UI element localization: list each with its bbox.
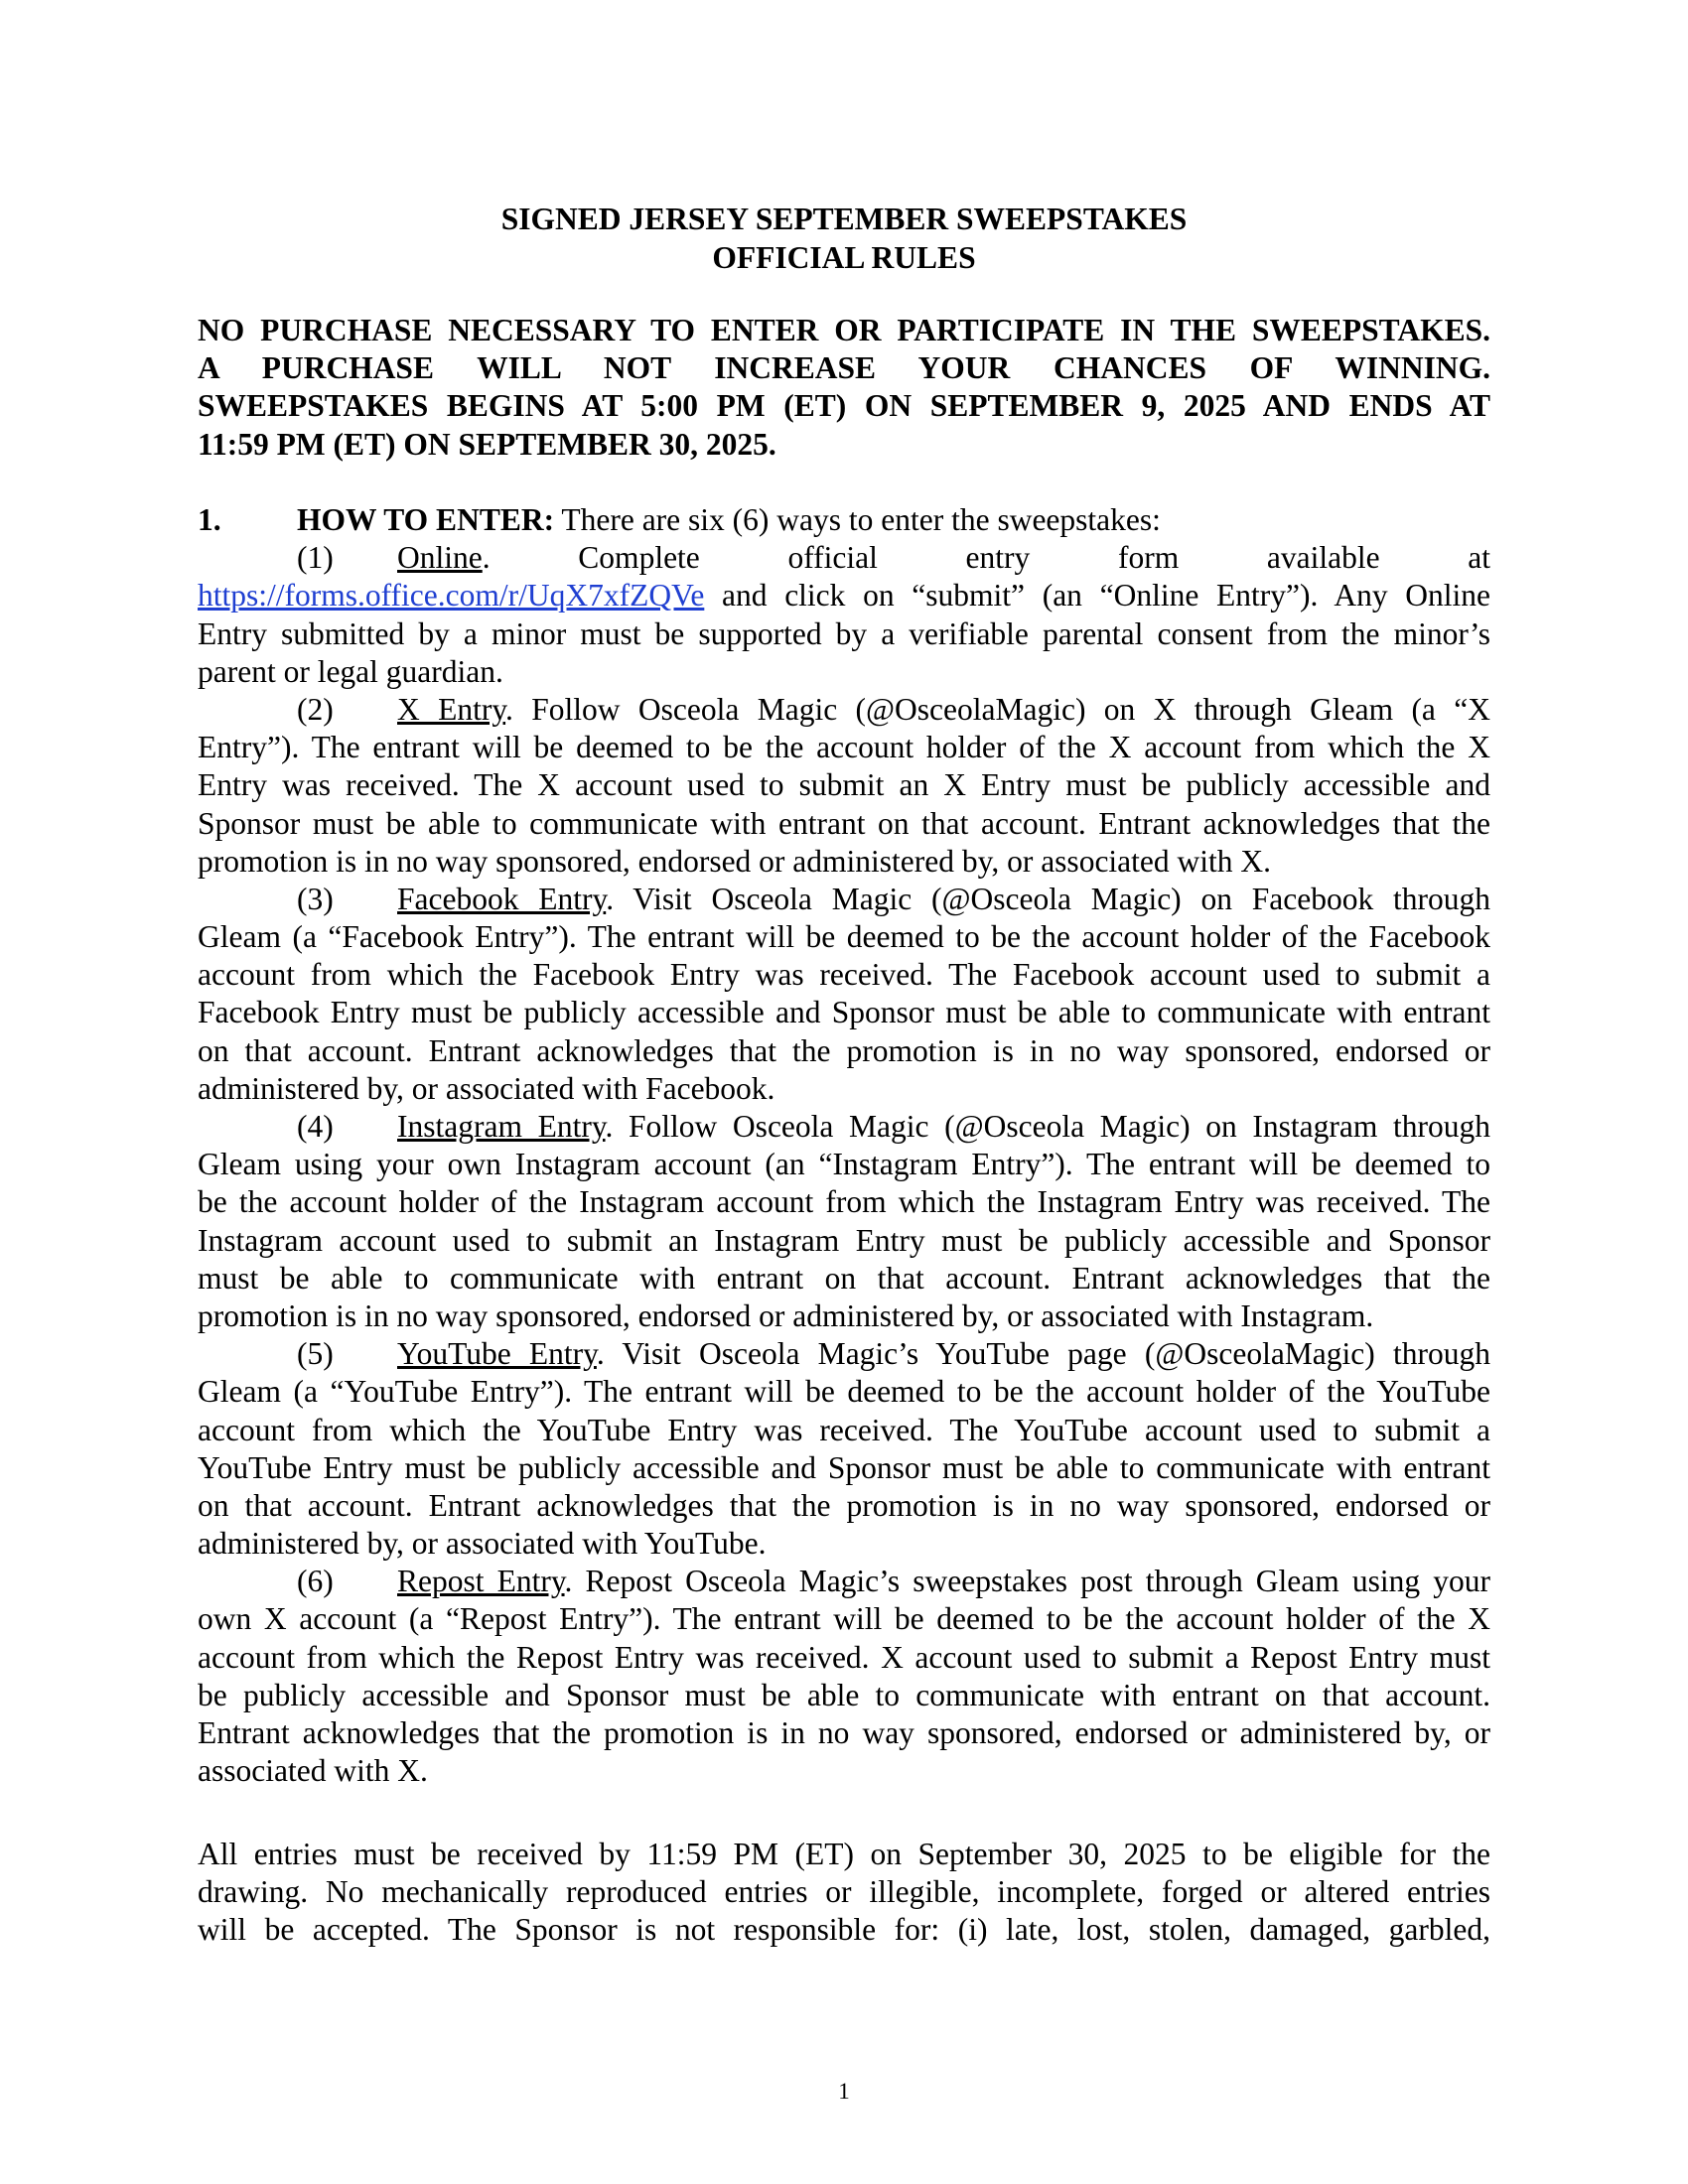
entry-x: [198, 691, 1490, 881]
section-heading: [198, 501, 1490, 539]
entry-line: be the account holder of the Instagram account from which the Instagram Entry was received. The: [198, 1184, 1490, 1220]
entry-line: Entry was received. The X account used to submit an X Entry must be publicly accessible and: [198, 767, 1490, 803]
section-how-to-enter: [198, 501, 1490, 1790]
entry-line: own X account (a “Repost Entry”). The entrant will be deemed to be the account holder of the X: [198, 1601, 1490, 1637]
entry-line: account from which the YouTube Entry was received. The YouTube account used to submit a: [198, 1412, 1490, 1447]
entry-name: Facebook Entry: [397, 881, 607, 916]
entry-line: Gleam (a “YouTube Entry”). The entrant will be deemed to be the account holder of the YouTube: [198, 1374, 1490, 1410]
closing-line: drawing. No mechanically reproduced entries or illegible, incomplete, forged or altered entries: [198, 1874, 1490, 1910]
entry-name: Repost Entry: [397, 1564, 565, 1599]
entry-text: . Repost Osceola Magic’s sweepstakes post through Gleam using your: [564, 1564, 1490, 1599]
document-page: [198, 0, 1490, 2184]
entry-line: parent or legal guardian.: [198, 653, 503, 689]
title-line-1: SIGNED JERSEY SEPTEMBER SWEEPSTAKES: [500, 202, 1188, 236]
entry-line: be publicly accessible and Sponsor must be able to communicate with entrant on that account.: [198, 1677, 1490, 1712]
entry-line: Sponsor must be able to communicate with entrant on that account. Entrant acknowledges that the: [198, 805, 1490, 841]
entry-line: [198, 539, 1490, 577]
entry-text: . Complete official entry form available at: [482, 540, 1490, 576]
entry-line: YouTube Entry must be publicly accessible and Sponsor must be able to communicate with entrant: [198, 1449, 1490, 1485]
entry-name: Instagram Entry: [397, 1109, 606, 1144]
entry-number: (4): [297, 1109, 334, 1144]
entry-line: [198, 1108, 1490, 1146]
section-title: HOW TO ENTER:: [297, 502, 555, 537]
entry-youtube: [198, 1335, 1490, 1563]
entry-line: [198, 577, 1490, 614]
purchase-notice: [198, 312, 1490, 464]
entry-line: associated with X.: [198, 1753, 428, 1789]
entry-line: Facebook Entry must be publicly accessible and Sponsor must be able to communicate with entrant: [198, 995, 1490, 1030]
entry-form-link[interactable]: https://forms.office.com/r/UqX7xfZQVe: [198, 578, 705, 614]
entry-line: account from which the Facebook Entry was received. The Facebook account used to submit a: [198, 957, 1490, 993]
entry-line: promotion is in no way sponsored, endorsed or administered by, or associated with Instagram.: [198, 1297, 1374, 1333]
title-line-2: OFFICIAL RULES: [712, 240, 976, 275]
entry-line: Gleam (a “Facebook Entry”). The entrant will be deemed to be the account holder of the Facebook: [198, 919, 1490, 955]
entry-instagram: [198, 1108, 1490, 1335]
closing-line: will be accepted. The Sponsor is not responsible for: (i) late, lost, stolen, damaged, garbled,: [198, 1912, 1490, 1948]
document-title: [198, 200, 1490, 277]
entry-text: . Follow Osceola Magic (@OsceolaMagic) on X through Gleam (a “X: [505, 691, 1490, 727]
entry-name: X Entry: [397, 691, 506, 727]
notice-line: SWEEPSTAKES BEGINS AT 5:00 PM (ET) ON SEPTEMBER 9, 2025 AND ENDS AT: [198, 388, 1490, 424]
entry-line: on that account. Entrant acknowledges that the promotion is in no way sponsored, endorsed or: [198, 1487, 1490, 1523]
entry-name: Online: [397, 540, 483, 576]
entry-number: (1): [297, 540, 334, 576]
entry-number: (5): [297, 1336, 334, 1372]
entry-number: (3): [297, 881, 334, 916]
entry-line: promotion is in no way sponsored, endorsed or administered by, or associated with X.: [198, 843, 1272, 879]
entry-name: YouTube Entry: [397, 1336, 597, 1372]
notice-line: A PURCHASE WILL NOT INCREASE YOUR CHANCES OF WINNING.: [198, 350, 1490, 386]
page-number: 1: [838, 2079, 850, 2104]
entry-line: Gleam using your own Instagram account (an “Instagram Entry”). The entrant will be deemed to: [198, 1147, 1490, 1182]
entry-line: [198, 691, 1490, 729]
entry-text: . Follow Osceola Magic (@Osceola Magic) on Instagram through: [605, 1109, 1490, 1144]
entry-line: administered by, or associated with YouTube.: [198, 1526, 767, 1562]
entry-line: Entry submitted by a minor must be supported by a verifiable parental consent from the minor’s: [198, 615, 1490, 651]
entry-line: account from which the Repost Entry was received. X account used to submit a Repost Entry must: [198, 1639, 1490, 1675]
entry-text: and click on “submit” (an “Online Entry”). Any Online: [704, 578, 1490, 614]
entry-number: (6): [297, 1564, 334, 1599]
entry-line: [198, 1563, 1490, 1600]
notice-line: NO PURCHASE NECESSARY TO ENTER OR PARTICIPATE IN THE SWEEPSTAKES.: [198, 313, 1490, 347]
entry-line: [198, 881, 1490, 918]
entry-line: on that account. Entrant acknowledges that the promotion is in no way sponsored, endorsed or: [198, 1032, 1490, 1068]
entry-line: administered by, or associated with Facebook.: [198, 1070, 775, 1106]
entry-online: [198, 539, 1490, 691]
entry-text: . Visit Osceola Magic’s YouTube page (@OsceolaMagic) through: [596, 1336, 1490, 1372]
entry-line: [198, 1335, 1490, 1373]
section-number: 1.: [198, 502, 221, 537]
entry-number: (2): [297, 691, 334, 727]
closing-line: All entries must be received by 11:59 PM (ET) on September 30, 2025 to be eligible for the: [198, 1837, 1490, 1871]
entry-repost: [198, 1563, 1490, 1790]
section-intro: There are six (6) ways to enter the sweepstakes:: [554, 502, 1161, 537]
closing-paragraph: [198, 1836, 1490, 1950]
entry-text: . Visit Osceola Magic (@Osceola Magic) on Facebook through: [606, 881, 1491, 916]
entry-line: Entrant acknowledges that the promotion is in no way sponsored, endorsed or administered by, or: [198, 1715, 1490, 1750]
entry-line: Instagram account used to submit an Instagram Entry must be publicly accessible and Sponsor: [198, 1222, 1490, 1258]
notice-line: 11:59 PM (ET) ON SEPTEMBER 30, 2025.: [198, 426, 776, 462]
entry-facebook: [198, 881, 1490, 1108]
entry-line: must be able to communicate with entrant on that account. Entrant acknowledges that the: [198, 1260, 1490, 1296]
entry-line: Entry”). The entrant will be deemed to be the account holder of the X account from which the X: [198, 730, 1490, 765]
